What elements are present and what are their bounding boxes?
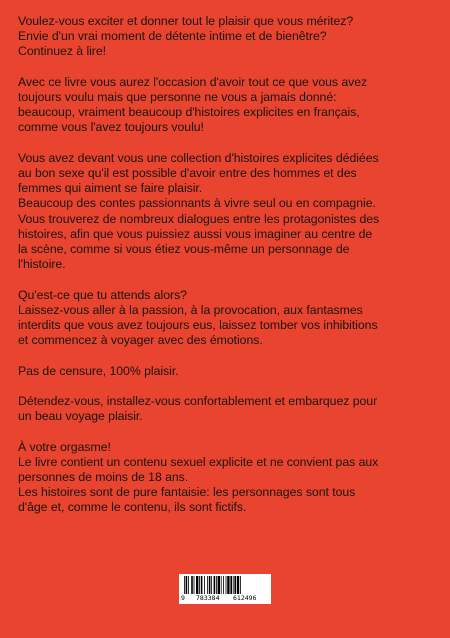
barcode-left-group: 783384 bbox=[196, 594, 220, 602]
blurb-text bbox=[18, 14, 438, 516]
barcode-bars-icon bbox=[182, 576, 268, 594]
barcode-first-digit: 9 bbox=[181, 594, 185, 602]
barcode-digits bbox=[179, 594, 271, 603]
paragraph-no-censorship: Pas de censure, 100% plaisir. bbox=[18, 363, 179, 378]
paragraph-collection: Vous avez devant vous une collection d'histoires explicites dédiées au bon sexe qu'il est possible d'avoir entre des hommes et des femmes qui aiment se faire plaisir. Beaucoup des contes passionnants à vivre seul ou en compagnie. Vous trouverez de nombreux dialogues entre les protagonistes des histoires, afin que vous puissiez aussi vous imaginer au centre de la scène, comme si vous étiez vous-même un personnage de l'histoire. bbox=[18, 150, 380, 272]
paragraph-disclaimer: À votre orgasme! Le livre contient un contenu sexuel explicite et ne convient pas aux personnes de moins de 18 ans. Les histoires sont de pure fantaisie: les personnages sont tous d'âge et, comme le contenu, ils sont fictifs. bbox=[18, 439, 379, 515]
isbn-barcode bbox=[179, 574, 271, 604]
paragraph-book-offer: Avec ce livre vous aurez l'occasion d'avoir tout ce que vous avez toujours voulu mais que personne ne vous a jamais donné: beaucoup, vraiment beaucoup d'histoires explicites en français, comme vous l'avez toujours voulu! bbox=[18, 74, 368, 135]
paragraph-call-to-action: Qu'est-ce que tu attends alors? Laissez-vous aller à la passion, à la provocation, aux fantasmes interdits que vous avez toujours eus, laissez tomber vos inhibitions et commencez à voyager avec des émotions. bbox=[18, 287, 378, 348]
barcode-right-group: 612496 bbox=[233, 594, 257, 602]
paragraph-intro: Voulez-vous exciter et donner tout le plaisir que vous méritez? Envie d'un vrai moment de détente intime et de bienêtre? Continuez à lire! bbox=[18, 14, 354, 59]
paragraph-relax: Détendez-vous, installez-vous confortablement et embarquez pour un beau voyage plaisir. bbox=[18, 394, 378, 424]
